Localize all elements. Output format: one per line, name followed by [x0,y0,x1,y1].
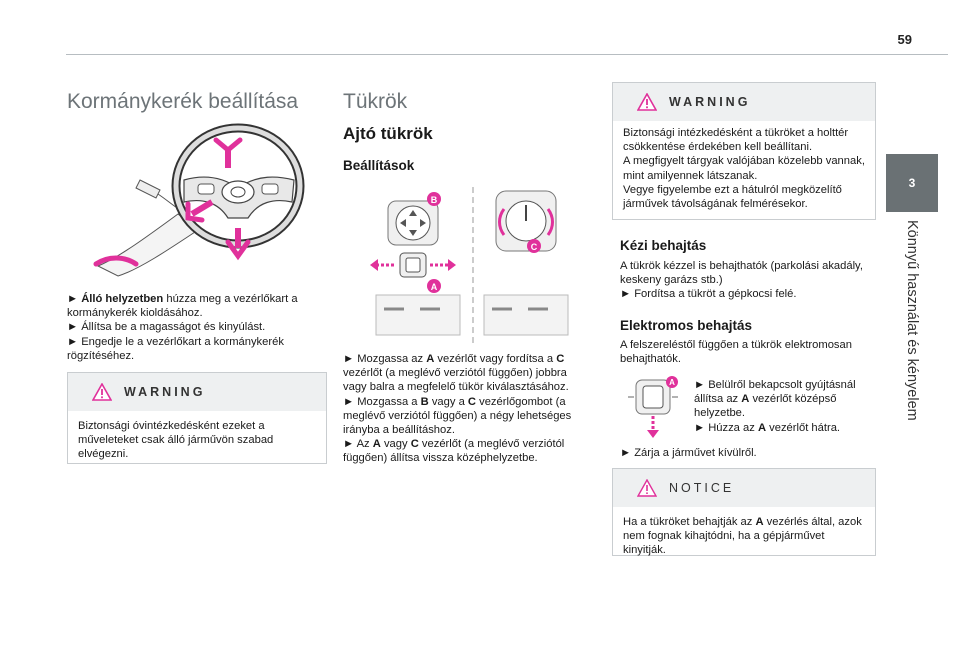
section-title-mirrors: Tükrök [343,90,408,113]
notice-triangle-icon [637,479,657,497]
page-number: 59 [897,32,912,47]
warning-line-2: A megfigyelt tárgyak valójában közelebb vannak, mint amilyennek látszanak. [623,155,865,182]
warning-header [613,83,875,121]
electric-step-2: ► Húzza az A vezérlőt hátra. [694,421,841,434]
notice-text: Ha a tükröket behajtják az A vezérlés által, azok nem fognak kihajtódni, ha a gépjárművet kinyitják. [623,516,862,557]
heading-electric-fold: Elektromos behajtás [620,318,753,333]
label-c: C [530,242,538,252]
warning-line-1: Biztonsági intézkedésként a tükröket a holttér csökkentése érdekében kell beállítani. [623,127,849,154]
chapter-side-label [884,220,940,460]
steering-step-2: ► Állítsa be a magasságot és kinyúlást. [67,321,266,334]
warning-title: WARNING [669,95,751,109]
chapter-title: Könnyű használat és kényelem [904,220,920,421]
manual-fold-desc: A tükrök kézzel is behajthatók (parkolási akadály, keskeny garázs stb.) [620,260,863,287]
mirror-step-3: ► Az A vagy C vezérlőt (a meglévő verziótól függően) állítsa vissza középhelyzetbe. [343,438,565,465]
chapter-tab: 3 [886,154,938,212]
electric-fold-steps [694,378,874,435]
steering-step-1: ► Álló helyzetben húzza meg a vezérlőkart a kormánykerék kioldásához. [67,293,298,320]
warning-line-3: Vegye figyelembe ezt a hátulról megközelítő járművek távolságának felmérésekor. [623,183,842,211]
warning-box-steering [67,372,327,464]
steering-steps [67,292,325,363]
warning-title: WARNING [124,385,206,399]
electric-step-3: ► Zárja a járművet kívülről. [620,447,757,459]
warning-text [613,121,875,219]
header-rule [66,54,948,55]
manual-fold-text [620,259,874,302]
mirror-step-1: ► Mozgassa az A vezérlőt vagy fordítsa a C vezérlőt (a meglévő verziótól függően) jobbra vagy balra a megfelelő tükör kiválasztásához. [343,353,569,394]
mirror-controls-illustration [368,185,578,347]
warning-text: Biztonsági óvintézkedésként ezeket a műveleteket csak álló járművön szabad elvégezni. [78,420,274,461]
warning-box-mirrors [612,82,876,220]
steering-step-3: ► Engedje le a vezérlőkart a kormánykerék rögzítéséhez. [67,335,284,362]
mirror-steps [343,352,593,466]
section-title-steering: Kormánykerék beállítása [67,90,299,113]
notice-box [612,468,876,556]
heading-settings: Beállítások [343,158,415,173]
label-a: A [669,378,675,387]
label-b: B [430,195,438,205]
mirror-step-2: ► Mozgassa a B vagy a C vezérlőgombot (a meglévő verziótól függően) a négy lehetséges irányba a beállításhoz. [343,395,572,437]
manual-fold-step: ► Fordítsa a tükröt a gépkocsi felé. [620,288,797,301]
steering-wheel-illustration [88,118,308,278]
label-a: A [430,282,438,292]
notice-title: NOTICE [669,481,735,495]
warning-header [68,373,326,411]
electric-fold-desc: A felszereléstől függően a tükrök elektromosan behajthatók. [620,339,852,366]
subtitle-door-mirrors: Ajtó tükrök [343,124,433,143]
notice-header [613,469,875,507]
warning-triangle-icon [637,93,657,111]
heading-manual-fold: Kézi behajtás [620,238,707,253]
warning-triangle-icon [92,383,112,401]
electric-step-1: ► Belülről bekapcsolt gyújtásnál állítsa az A vezérlőt középső helyzetbe. [694,379,856,420]
mirror-fold-control-illustration [626,374,682,440]
